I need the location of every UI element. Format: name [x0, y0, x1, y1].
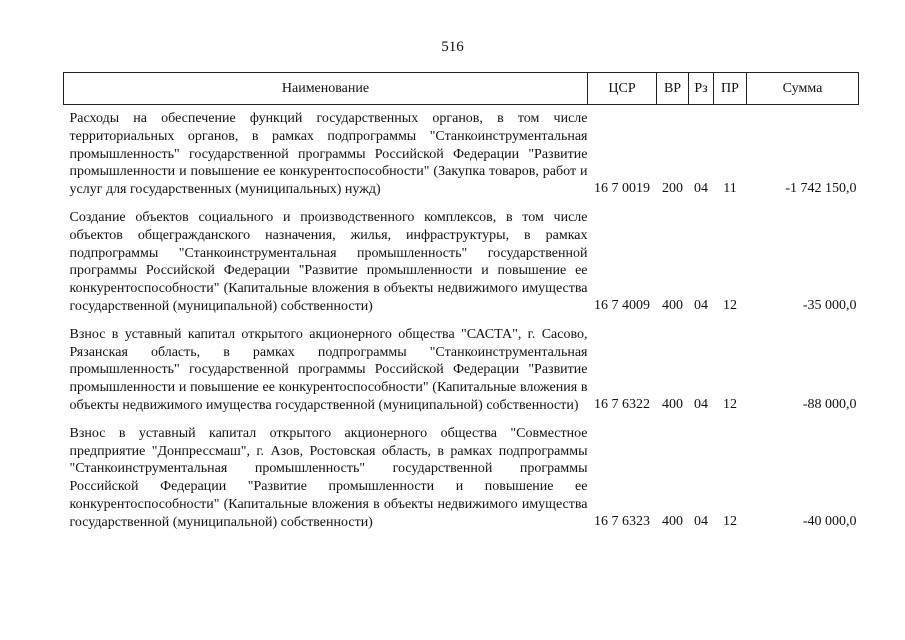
- row-vr: 400: [662, 297, 683, 313]
- row-vr: 400: [662, 513, 683, 529]
- table-header: [64, 73, 859, 105]
- row-pr: 12: [723, 396, 737, 412]
- page-number: 516: [441, 39, 464, 55]
- row-name: Создание объектов социального и производственного комплексов, в том числе объектов общегражданского назначения, жилья, инфраструктуры, в рамках подпрограммы "Станкоинструментальная промышленность" государственной программы Российской Федерации "Развитие промышленности и повышение ее конкурентоспособности" (Капитальные вложения в объекты недвижимого имущества государственной (муниципальной) собственности): [69, 209, 588, 314]
- row-name: Расходы на обеспечение функций государственных органов, в том числе территориальных органов, в рамках подпрограммы "Станкоинструментальная промышленность" государственной программы Российской Федерации "Развитие промышленности и повышение ее конкурентоспособности" (Закупка товаров, работ и услуг для государственных (муниципальных) нужд): [69, 111, 588, 198]
- row-vr: 400: [662, 396, 683, 412]
- row-code: 16 7 6322: [594, 396, 650, 412]
- row-rz: 04: [694, 396, 708, 412]
- row-pr: 11: [723, 181, 737, 197]
- row-sum: -1 742 150,0: [785, 181, 857, 197]
- row-rz: 04: [694, 513, 708, 529]
- row-code: 16 7 4009: [594, 297, 650, 313]
- header-vr: ВР: [657, 73, 689, 105]
- table-row: [64, 204, 859, 321]
- row-code: 16 7 6323: [594, 513, 650, 529]
- table-row: [64, 105, 859, 204]
- row-rz: 04: [694, 181, 708, 197]
- header-name: Наименование: [64, 73, 588, 105]
- row-sum: -35 000,0: [802, 297, 857, 313]
- header-sum: Сумма: [747, 73, 859, 105]
- header-row: [64, 73, 859, 105]
- row-pr: 12: [723, 297, 737, 313]
- header-code: ЦСР: [588, 73, 657, 105]
- table-body: [64, 105, 859, 537]
- budget-table: [63, 72, 859, 537]
- row-pr: 12: [723, 513, 737, 529]
- row-name: Взнос в уставный капитал открытого акционерного общества "Совместное предприятие "Донпрессмаш", г. Азов, Ростовская область, в рамках подпрограммы "Станкоинструментальная промышленность" государственной программы Российской Федерации "Развитие промышленности и повышение ее конкурентоспособности" (Капитальные вложения в объекты недвижимого имущества государственной (муниципальной) собственности): [69, 425, 588, 530]
- header-pr: ПР: [714, 73, 747, 105]
- table-row: [64, 420, 859, 537]
- row-sum: -40 000,0: [802, 513, 857, 529]
- header-rz: Рз: [689, 73, 714, 105]
- table-row: [64, 321, 859, 420]
- row-code: 16 7 0019: [594, 181, 650, 197]
- row-sum: -88 000,0: [802, 396, 857, 412]
- row-name: Взнос в уставный капитал открытого акционерного общества "САСТА", г. Сасово, Рязанская область, в рамках подпрограммы "Станкоинструментальная промышленность" государственной программы Российской Федерации "Развитие промышленности и повышение ее конкурентоспособности" (Капитальные вложения в объекты недвижимого имущества государственной (муниципальной) собственности): [69, 326, 588, 413]
- row-rz: 04: [694, 297, 708, 313]
- row-vr: 200: [662, 181, 683, 197]
